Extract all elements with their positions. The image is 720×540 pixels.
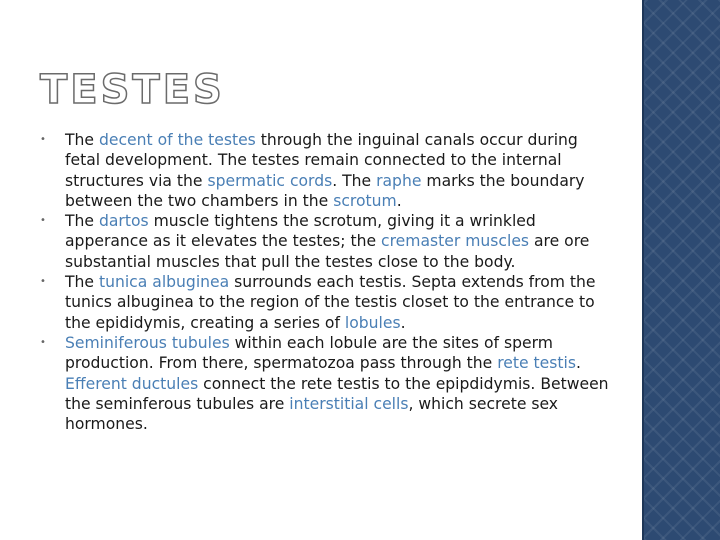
highlight-term: Efferent ductules xyxy=(65,374,199,393)
highlight-term: raphe xyxy=(376,171,422,190)
highlight-term: dartos xyxy=(98,212,149,231)
decorative-side-panel xyxy=(642,0,720,540)
bullet-item: • The dartos muscle tightens the scrotum, giving it a wrinkled apperance as it elevates the testes; the cremaster muscles are ore substantial muscles that pull the testes close to the body. xyxy=(40,211,610,272)
highlight-term: scrotum xyxy=(333,191,397,210)
highlight-term: spermatic cords xyxy=(207,171,333,190)
bullet-item: • The tunica albuginea surrounds each testis. Septa extends from the tunics albuginea to the region of the testis closet to the entrance to the epididymis, creating a series of lobules. xyxy=(40,272,610,333)
bullet-item: • Seminiferous tubules within each lobule are the sites of sperm production. From there, spermatozoa pass through the rete testis. Efferent ductules connect the rete testis to the epipdidymis. Between the seminferous tubules are interstitial cells, which secrete sex hormones. xyxy=(40,333,610,434)
highlight-term: decent of the testes xyxy=(98,131,256,149)
highlight-term: cremaster muscles xyxy=(381,232,530,251)
bullet-item: • The decent of the testes through the inguinal canals occur during fetal development. The testes remain connected to the internal structures via the spermatic cords. The raphe marks the boundary between the two chambers in the scrotum. xyxy=(40,130,610,211)
highlight-term: tunica albuginea xyxy=(98,273,230,292)
highlight-term: interstitial cells xyxy=(289,394,409,413)
highlight-term: Seminiferous tubules xyxy=(65,333,230,352)
highlight-term: rete testis xyxy=(497,354,576,373)
slide-title: TESTES xyxy=(40,67,225,113)
bullet-list xyxy=(40,130,610,434)
highlight-term: lobules xyxy=(344,313,401,332)
